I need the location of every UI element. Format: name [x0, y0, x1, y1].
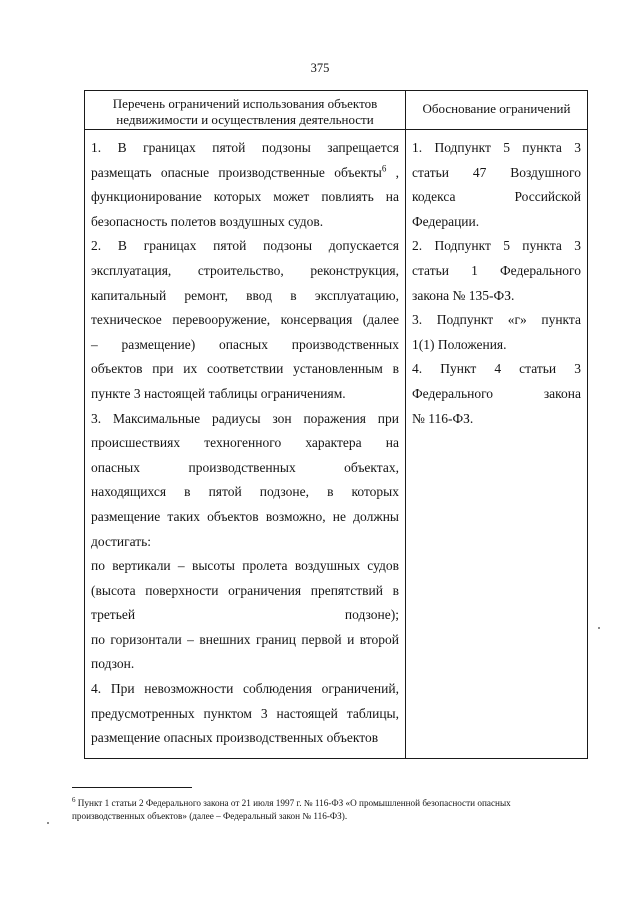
restriction-item-line: [91, 259, 399, 284]
basis-item-line-text: 2. Подпункт 5 пункта 3: [412, 238, 581, 254]
basis-item-line: [412, 234, 581, 259]
scan-speck: [47, 822, 49, 824]
header-cell-basis: [406, 91, 588, 130]
restriction-item-line-text: 4. При невозможности соблюдения ограничений,: [91, 681, 399, 697]
basis-list: [406, 130, 587, 431]
header-cell-restrictions: [85, 91, 406, 130]
restriction-item-line: [91, 431, 399, 456]
footnote-mark: 6: [72, 795, 76, 804]
basis-item-line: [412, 407, 581, 432]
restriction-item-line-text: пункте 3 настоящей таблицы ограничениям.: [91, 385, 346, 401]
restriction-item-line: [91, 161, 399, 186]
restriction-item-line: [91, 677, 399, 702]
restrictions-cell: [85, 130, 406, 759]
restriction-item-line-text: предусмотренных пунктом 3 настоящей таблицы,: [91, 705, 399, 721]
restriction-item-line-text: подзон.: [91, 656, 135, 672]
restriction-item-line: [91, 702, 399, 727]
restriction-item-line-text: опасных производственных объектах,: [91, 459, 399, 475]
restriction-item-line: [91, 652, 399, 677]
basis-item-line: [412, 333, 581, 358]
scan-speck: [598, 627, 600, 629]
basis-item-line-text: закона № 135-ФЗ.: [412, 287, 515, 303]
basis-item-line-text: кодекса Российской: [412, 189, 581, 205]
basis-item-line-text: № 116-ФЗ.: [412, 410, 474, 426]
restriction-item-line-text: достигать:: [91, 533, 152, 549]
restriction-item-line-text: техническое перевооружение, консервация (далее: [91, 312, 399, 328]
footnote-separator: [72, 787, 192, 788]
footnote-reference: 6: [381, 163, 387, 174]
basis-item-line-text: 4. Пункт 4 статьи 3: [412, 361, 581, 377]
header-basis-label: Обоснование ограничений: [422, 101, 571, 116]
table-header-row: [85, 91, 588, 130]
footnote-text: Пункт 1 статьи 2 Федерального закона от 21 июля 1997 г. № 116-ФЗ «О промышленной безопасности опасных производственных объектов» (далее – Федеральный закон № 116-ФЗ).: [72, 798, 511, 821]
restriction-item-line: [91, 579, 399, 604]
restriction-item-line: [91, 407, 399, 432]
restriction-item-line-text: размещение опасных производственных объектов: [91, 730, 379, 746]
footnote: [72, 797, 572, 822]
restriction-item-line: [91, 603, 399, 628]
basis-item-line-text: 3. Подпункт «г» пункта: [412, 312, 581, 328]
restriction-item-line: [91, 284, 399, 309]
basis-cell: [406, 130, 588, 759]
basis-item-line: [412, 284, 581, 309]
restriction-item-line: [91, 136, 399, 161]
page-number: 375: [310, 61, 330, 75]
restriction-item-2: [91, 234, 399, 406]
restriction-item-line: [91, 357, 399, 382]
restriction-item-line-text: 3. Максимальные радиусы зон поражения при: [91, 410, 399, 426]
basis-item-4: [412, 357, 581, 431]
restriction-item-line-text: происшествиях техногенного характера на: [91, 435, 399, 451]
header-restrictions-label: Перечень ограничений использования объектов недвижимости и осуществления деятельности: [112, 96, 378, 127]
restriction-item-line: [91, 185, 399, 210]
basis-item-line: [412, 161, 581, 186]
basis-item-2: [412, 234, 581, 308]
restriction-item-line-text: размещение таких объектов возможно, не должны: [91, 508, 399, 524]
basis-item-line-text: 1. Подпункт 5 пункта 3: [412, 140, 581, 155]
restriction-item-line: [91, 726, 399, 751]
restriction-item-line-text: размещать опасные производственные объекты: [91, 164, 382, 180]
restriction-item-line-text: по вертикали – высоты пролета воздушных судов: [91, 558, 399, 574]
restriction-item-line: [91, 554, 399, 579]
restriction-item-line: [91, 333, 399, 358]
restriction-item-line: [91, 456, 399, 481]
restriction-item-line-text: объектов при их соответствии установленным в: [91, 361, 399, 377]
restriction-item-line-text: функционирование которых может повлиять на: [91, 189, 399, 205]
restriction-item-line-text: эксплуатация, строительство, реконструкция,: [91, 262, 399, 278]
restriction-item-line-text: находящихся в пятой подзоне, в которых: [91, 484, 399, 500]
restriction-item-line-text: капитальный ремонт, ввод в эксплуатацию,: [91, 287, 399, 303]
basis-item-line: [412, 185, 581, 210]
restriction-item-line: [91, 210, 399, 235]
basis-item-1: [412, 136, 581, 234]
restriction-item-line-text: – размещение) опасных производственных: [91, 336, 399, 352]
restriction-item-line-text: по горизонтали – внешних границ первой и второй: [91, 631, 399, 647]
restriction-item-line-text: 2. В границах пятой подзоны допускается: [91, 238, 399, 254]
basis-item-3: [412, 308, 581, 357]
restriction-item-line-text: третьей подзоне);: [91, 607, 399, 623]
basis-item-line-text: Федерального закона: [412, 385, 581, 401]
footnote-reference-suffix: ,: [386, 164, 400, 180]
restriction-item-line: [91, 234, 399, 259]
basis-item-line: [412, 136, 581, 161]
restriction-item-line: [91, 480, 399, 505]
basis-item-line: [412, 259, 581, 284]
basis-item-line-text: статьи 47 Воздушного: [412, 164, 581, 180]
basis-item-line: [412, 308, 581, 333]
restriction-item-3: [91, 407, 399, 678]
restriction-item-line: [91, 530, 399, 555]
restrictions-table: [84, 90, 588, 759]
basis-item-line: [412, 210, 581, 235]
basis-item-line-text: Федерации.: [412, 213, 480, 229]
restriction-item-line: [91, 382, 399, 407]
restriction-item-line-text: безопасность полетов воздушных судов.: [91, 213, 324, 229]
restriction-item-line: [91, 308, 399, 333]
basis-item-line-text: статьи 1 Федерального: [412, 262, 581, 278]
basis-item-line: [412, 357, 581, 382]
restriction-item-line: [91, 628, 399, 653]
restriction-item-line: [91, 505, 399, 530]
restriction-item-line-text: (высота поверхности ограничения препятствий в: [91, 582, 399, 598]
basis-item-line: [412, 382, 581, 407]
restriction-item-1: [91, 136, 399, 234]
restriction-item-4: [91, 677, 399, 751]
restriction-item-line-text: 1. В границах пятой подзоны запрещается: [91, 140, 399, 155]
restrictions-list: [85, 130, 405, 751]
basis-item-line-text: 1(1) Положения.: [412, 336, 507, 352]
table-body-row: [85, 130, 588, 759]
